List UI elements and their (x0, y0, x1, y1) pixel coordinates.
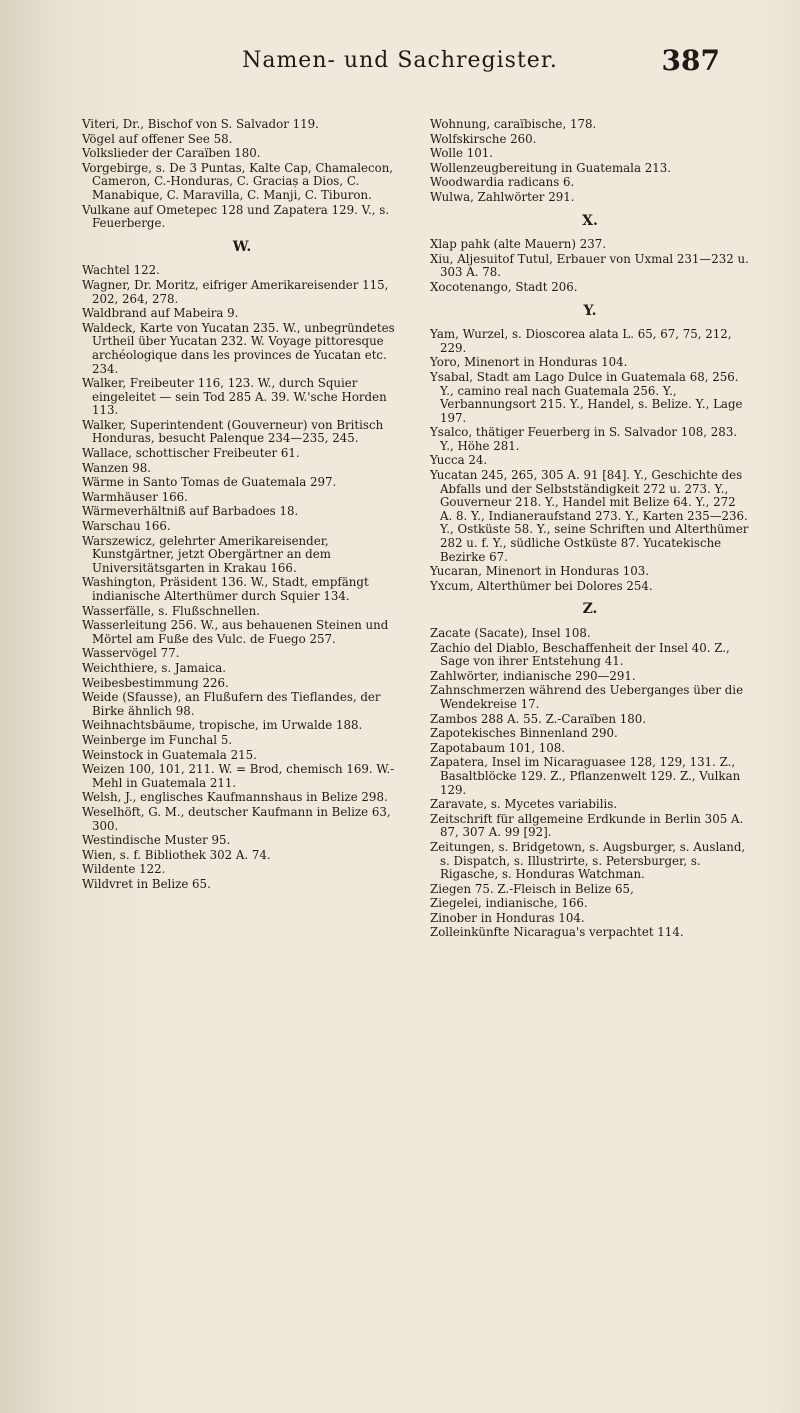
index-entry: Wolle 101. (430, 146, 493, 161)
index-entry: Yxcum, Alterthümer bei Dolores 254. (430, 578, 653, 593)
index-entry: Wanzen 98. (82, 460, 152, 475)
index-entry: Weide (Sfausse), an Flußufern des Tieflandes, der Birke ähnlich 98. (82, 690, 381, 718)
index-entry: Yoro, Minenort in Honduras 104. (430, 355, 628, 370)
index-entry: Wärmeverhältniß auf Barbadoes 18. (82, 504, 299, 519)
page-number: 387 (661, 44, 720, 77)
index-entry: Zachio del Diablo, Beschaffenheit der Insel 40. Z., Sage von ihrer Entstehung 41. (430, 640, 730, 669)
index-entry: Zapotabaum 101, 108. (430, 740, 566, 755)
index-entry: Weichthiere, s. Jamaica. (82, 660, 227, 675)
index-entry: Zahnschmerzen während des Ueberganges über die Wendekreise 17. (430, 683, 744, 711)
right-column (430, 118, 750, 941)
index-entry: Wolfskirsche 260. (430, 131, 537, 146)
index-entry: Warmhäuser 166. (82, 489, 188, 504)
index-entry: Zeitschrift für allgemeine Erdkunde in Berlin 305 A. 87, 307 A. 99 [92]. (430, 811, 744, 840)
section-letter-x: X. (582, 212, 598, 229)
entries-v (82, 118, 402, 231)
entries-w-cont (430, 118, 750, 205)
index-entry: Warschau 166. (82, 519, 171, 534)
index-entry: Waldbrand auf Mabeira 9. (82, 306, 239, 321)
index-entry: Zambos 288 A. 55. Z.-Caraïben 180. (430, 711, 647, 726)
index-entry: Yucatan 245, 265, 305 A. 91 [84]. Y., Geschichte des Abfalls und der Selbstständigkeit 272 u. 273. Y., Gouverneur 218. Y., Handel mit Belize 64. Y., 272 A. 8. Y., Indianeraufstand 273. Y., Karten 235—236. Y., Ostküste 58. Y., seine Schriften und Alterthümer 282 u. f. Y., südliche Ostküste 87. Yucatekische Bezirke 67. (430, 468, 749, 564)
index-entry: Westindische Muster 95. (82, 833, 231, 848)
index-entry: Woodwardia radicans 6. (430, 175, 575, 190)
index-entry: Weinberge im Funchal 5. (82, 732, 233, 747)
index-entry: Wärme in Santo Tomas de Guatemala 297. (82, 475, 337, 490)
index-entry: Ziegen 75. Z.-Fleisch in Belize 65, (430, 881, 634, 896)
index-entry: Zolleinkünfte Nicaragua's verpachtet 114. (430, 925, 684, 940)
index-entry: Vögel auf offener See 58. (82, 131, 233, 146)
index-entry: Yam, Wurzel, s. Dioscorea alata L. 65, 67, 75, 212, 229. (430, 327, 732, 355)
index-entry: Wohnung, caraïbische, 178. (430, 117, 597, 131)
index-entry: Welsh, J., englisches Kaufmannshaus in Belize 298. (82, 790, 388, 805)
index-entry: Vorgebirge, s. De 3 Puntas, Kalte Cap, Chamalecon, Cameron, C.-Honduras, C. Graciaș a Dios, C. Manabique, C. Maravilla, C. Manji, C. Tiburon. (82, 160, 394, 202)
index-entry: Weizen 100, 101, 211. W. = Brod, chemisch 169. W.-Mehl in Guatemala 211. (82, 762, 395, 790)
index-entry: Wasservögel 77. (82, 646, 180, 661)
entries-x (430, 238, 750, 294)
index-entry: Ysalco, thätiger Feuerberg in S. Salvador 108, 283. Y., Höhe 281. (430, 425, 738, 453)
left-column (82, 118, 402, 892)
index-entry: Weselhöft, G. M., deutscher Kaufmann in Belize 63, 300. (82, 804, 391, 833)
index-entry: Wagner, Dr. Moritz, eifriger Amerikareisender 115, 202, 264, 278. (82, 277, 389, 306)
index-entry: Viteri, Dr., Bischof von S. Salvador 119. (82, 117, 319, 131)
index-entry: Ziegelei, indianische, 166. (430, 896, 588, 911)
index-entry: Weibesbestimmung 226. (82, 675, 229, 690)
entries-z (430, 627, 750, 940)
index-entry: Wallace, schottischer Freibeuter 61. (82, 446, 300, 461)
index-entry: Yucca 24. (430, 453, 488, 468)
index-entry: Wulwa, Zahlwörter 291. (430, 189, 575, 204)
index-entry: Walker, Freibeuter 116, 123. W., durch Squier eingeleitet — sein Tod 285 A. 39. W.'sche Horden 113. (82, 376, 387, 418)
index-entry: Wasserleitung 256. W., aus behauenen Steinen und Mörtel am Fuße des Vulc. de Fuego 257. (82, 618, 389, 646)
index-entry: Yucaran, Minenort in Honduras 103. (430, 564, 650, 579)
index-entry: Xocotenango, Stadt 206. (430, 279, 578, 294)
index-entry: Wachtel 122. (82, 263, 160, 278)
index-entry: Warszewicz, gelehrter Amerikareisender, Kunstgärtner, jetzt Obergärtner an dem Universitätsgarten in Krakau 166. (82, 533, 331, 575)
index-entry: Zapotekisches Binnenland 290. (430, 726, 618, 741)
index-entry: Wollenzeugbereitung in Guatemala 213. (430, 160, 672, 175)
index-entry: Walker, Superintendent (Gouverneur) von Britisch Honduras, besucht Palenque 234—235, 245. (82, 417, 384, 446)
index-entry: Xiu, Aljesuitof Tutul, Erbauer von Uxmal 231—232 u. 303 A. 78. (430, 251, 749, 280)
index-entry: Xlap pahk (alte Mauern) 237. (430, 237, 607, 252)
index-entry: Washington, Präsident 136. W., Stadt, empfängt indianische Alterthümer durch Squier 134. (82, 575, 369, 603)
index-entry: Zapatera, Insel im Nicaraguasee 128, 129, 131. Z., Basaltblöcke 129. Z., Pflanzenwelt 129. Z., Vulkan 129. (430, 755, 741, 797)
index-entry: Weinstock in Guatemala 215. (82, 747, 257, 762)
section-letter-y: Y. (583, 302, 597, 319)
index-entry: Wien, s. f. Bibliothek 302 A. 74. (82, 847, 271, 862)
index-entry: Ysabal, Stadt am Lago Dulce in Guatemala 68, 256. Y., camino real nach Guatemala 256. Y., Verbannungsort 215. Y., Handel, s. Belize. Y., Lage 197. (430, 369, 743, 425)
index-entry: Vulkane auf Ometepec 128 und Zapatera 129. V., s. Feuerberge. (82, 202, 390, 231)
index-entry: Zaravate, s. Mycetes variabilis. (430, 797, 618, 812)
index-entry: Wasserfälle, s. Flußschnellen. (82, 603, 260, 618)
entries-y (430, 328, 750, 593)
page-header (0, 40, 800, 84)
running-head: Namen- und Sachregister. (242, 48, 558, 73)
index-entry: Wildvret in Belize 65. (82, 876, 211, 891)
index-entry: Weihnachtsbäume, tropische, im Urwalde 188. (82, 718, 363, 733)
index-entry: Volkslieder der Caraïben 180. (82, 146, 261, 161)
index-entry: Zeitungen, s. Bridgetown, s. Augsburger, s. Ausland, s. Dispatch, s. Illustrirte, s. Petersburger, s. Rigasche, s. Honduras Watchman. (430, 839, 746, 882)
index-entry: Wildente 122. (82, 862, 166, 877)
index-entry: Zinober in Honduras 104. (430, 910, 585, 925)
index-entry: Zahlwörter, indianische 290—291. (430, 668, 636, 683)
section-letter-z: Z. (582, 601, 598, 618)
index-entry: Zacate (Sacate), Insel 108. (430, 626, 591, 640)
section-letter-w: W. (232, 238, 252, 255)
entries-w (82, 264, 402, 891)
index-entry: Waldeck, Karte von Yucatan 235. W., unbegründetes Urtheil über Yucatan 232. W. Voyage pittoresque archéologique dans les provinces de Yucatan etc. 234. (82, 320, 395, 376)
